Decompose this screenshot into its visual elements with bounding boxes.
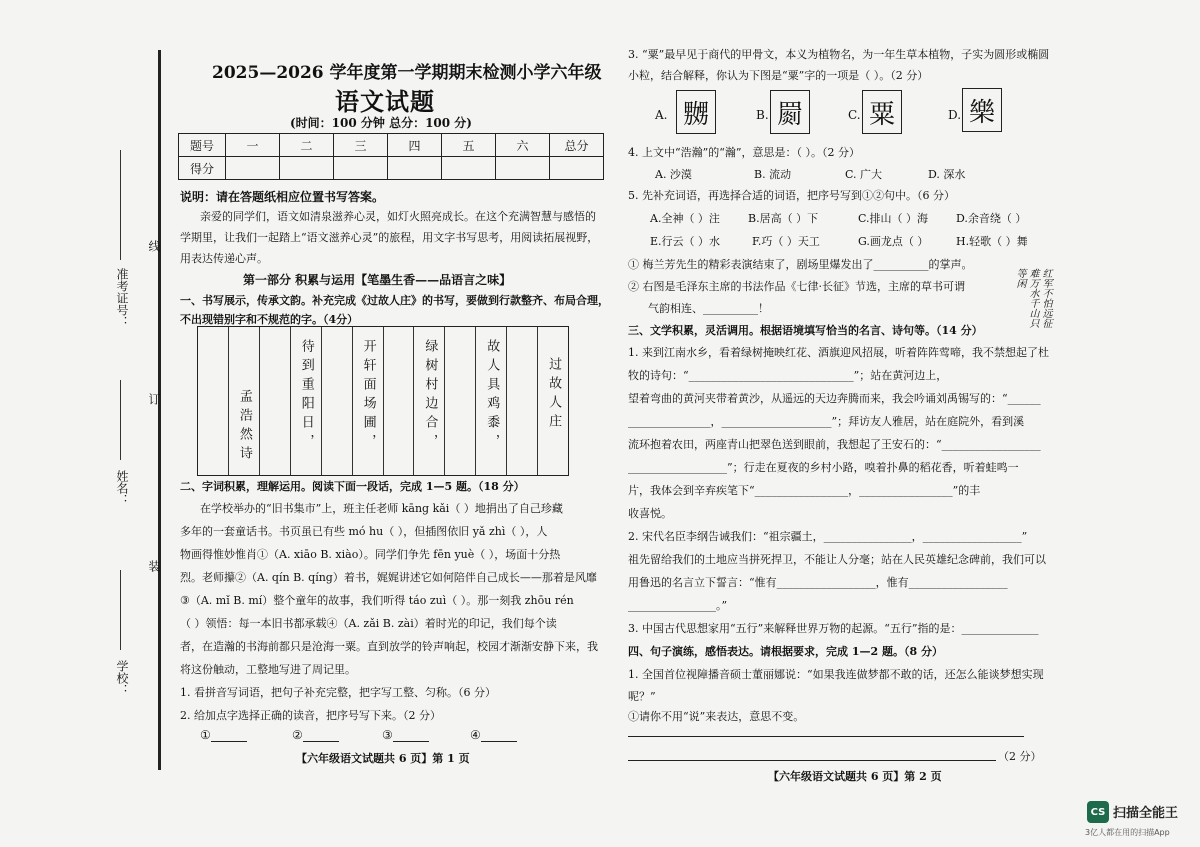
q5-sentence-2: ② 右图是毛泽东主席的书法作品《七律·长征》节选，主席的草书可谓 [628, 280, 965, 293]
writing-column[interactable] [353, 327, 384, 475]
passage-line: 者，在造瀚的书海前都只是沧海一粟。直到放学的铃声响起，校园才渐渐安静下来，我 [180, 640, 598, 653]
q5-item[interactable]: H.轻歌（ ）舞 [956, 235, 1028, 248]
writing-column[interactable] [260, 327, 291, 475]
page1-footer: 【六年级语文试题共 6 页】第 1 页 [296, 752, 470, 765]
score-header-cell: 总分 [550, 134, 604, 157]
passage-line: 在学校举办的“旧书集市”上，班主任老师 kāng kǎi（ ）地捐出了自己珍藏 [200, 502, 563, 515]
q4-text: 4. 上文中“浩瀚”的“瀚”，意思是：（ ）。（2 分） [628, 146, 860, 159]
writing-column[interactable] [507, 327, 538, 475]
q4-option-a[interactable]: A. 沙漠 [655, 168, 692, 181]
passage-line: 将这份触动，工整地写进了周记里。 [180, 663, 356, 676]
poem-line: 开轩面场圃， [360, 339, 376, 453]
seal-glyph-c: 粟 [862, 90, 902, 134]
answer-line[interactable] [628, 760, 996, 761]
passage-line: 多年的一套童话书。书页虽已有些 mó hu（ ），但插图依旧 yǎ zhì（ ），人 [180, 525, 548, 538]
q5-sentence-2b: 气韵相连、__________！ [648, 302, 769, 315]
calligraphy-writing-grid[interactable] [197, 326, 569, 476]
poem-line: 故人具鸡黍， [484, 339, 500, 453]
q3-option-b[interactable]: B. [756, 108, 769, 122]
q3-option-c[interactable]: C. [848, 108, 861, 122]
q4-option-c[interactable]: C. 广大 [845, 168, 883, 181]
score-header-cell: 五 [442, 134, 496, 157]
q1-text: 不出现错别字和不规范的字。（4分） [180, 313, 359, 326]
score-cell[interactable] [388, 157, 442, 180]
q5-item[interactable]: B.居高（ ）下 [748, 212, 819, 225]
answer-blank-4[interactable]: ④ [470, 728, 517, 742]
q6-2-line: 用鲁迅的名言立下誓言：“惟有__________________，惟有__________________ [628, 576, 1008, 589]
page2-footer: 【六年级语文试题共 6 页】第 2 页 [768, 770, 942, 783]
binding-line [158, 50, 161, 770]
answer-blank-2[interactable]: ② [292, 728, 339, 742]
q4-option-d[interactable]: D. 深水 [928, 168, 966, 181]
q6-2-line: ________________。” [628, 599, 728, 612]
writing-column[interactable] [291, 327, 322, 475]
writing-column [538, 327, 568, 475]
answer-line[interactable] [628, 736, 1024, 737]
part1-heading: 第一部分 积累与运用【笔墨生香——品语言之味】 [243, 273, 512, 287]
q7-1-line: 1. 全国首位视障播音硕士董丽娜说：“如果我连做梦都不敢的话，还怎么能谈梦想实现 [628, 668, 1044, 681]
exam-id-label: 准考证号： [115, 268, 129, 328]
writing-column[interactable] [445, 327, 476, 475]
camscanner-logo-icon: CS [1087, 801, 1109, 823]
q4-option-b[interactable]: B. 流动 [754, 168, 792, 181]
school-field [120, 570, 121, 650]
name-label: 姓名： [115, 470, 129, 506]
score-cell[interactable] [496, 157, 550, 180]
writing-column[interactable] [322, 327, 353, 475]
q6-line: 收喜悦。 [628, 507, 672, 520]
q7-score: （2 分） [998, 750, 1042, 763]
score-cell[interactable] [226, 157, 280, 180]
q5-item[interactable]: F.巧（ ）天工 [752, 235, 820, 248]
poem-author: 孟浩然诗 [236, 389, 252, 465]
q6-2-line: 祖先留给我们的土地应当拼死捍卫，不能让人分毫；站在人民英雄纪念碑前，我们可以 [628, 553, 1046, 566]
q7-heading: 四、句子演练，感悟表达。请根据要求，完成 1—2 题。（8 分） [628, 645, 943, 658]
time-info: (时间：100 分钟 总分：100 分) [290, 116, 472, 130]
q3-text: 3. “粟”最早见于商代的甲骨文，本义为植物名，为一年生草本植物，子实为圆形或椭圆 [628, 48, 1050, 61]
score-header-cell: 一 [226, 134, 280, 157]
score-cell[interactable] [550, 157, 604, 180]
exam-id-field [120, 150, 121, 260]
score-row-label: 得分 [179, 157, 226, 180]
poem-line: 绿树村边合， [422, 339, 438, 453]
answer-blank-3[interactable]: ③ [382, 728, 429, 742]
q7-1a-text: ①请你不用“说”来表达，意思不变。 [628, 710, 805, 723]
intro-line: 学期里，让我们一起踏上“语文滋养心灵”的旅程，用文字书写思考，用阅读拓展视野， [180, 231, 599, 244]
q5-item[interactable]: A.全神（ ）注 [650, 212, 720, 225]
q6-line: __________________”；行走在夏夜的乡村小路，嗅着扑鼻的稻花香，听着蛙鸣一 [628, 461, 1019, 474]
poem-line: 待到重阳日， [298, 339, 314, 453]
sub-question-2: 2. 给加点字选择正确的读音，把序号写下来。（2 分） [180, 709, 441, 722]
score-header-cell: 三 [334, 134, 388, 157]
q6-line: 1. 来到江南水乡，看着绿树掩映红花、酒旗迎风招展，听着阵阵莺啼，我不禁想起了杜 [628, 346, 1049, 359]
sub-question-1: 1. 看拼音写词语，把句子补充完整，把字写工整、匀称。（6 分） [180, 686, 496, 699]
seal-glyph-a: 嬲 [676, 90, 716, 134]
q3-option-a[interactable]: A. [655, 108, 668, 122]
score-header-cell: 四 [388, 134, 442, 157]
q5-text: 5. 先补充词语，再选择合适的词语，把序号写到①②句中。（6 分） [628, 189, 955, 202]
writing-column[interactable] [198, 327, 229, 475]
school-label: 学校： [115, 660, 129, 696]
q6-line: 流环抱着农田，两座青山把翠色送到眼前，我想起了王安石的：“__________________ [628, 438, 1041, 451]
q5-item[interactable]: D.余音绕（ ） [956, 212, 1027, 225]
q6-2-line: 2. 宋代名臣李纲告诫我们：“祖宗疆土，________________，__________________” [628, 530, 1028, 543]
seal-glyph-b: 罽 [770, 90, 810, 134]
exam-subject: 语文试题 [335, 87, 435, 116]
q6-heading: 三、文学积累，灵活调用。根据语境填写恰当的名言、诗句等。（14 分） [628, 324, 983, 337]
q5-item[interactable]: C.排山（ ）海 [858, 212, 929, 225]
watermark-tagline: 3亿人都在用的扫描App [1085, 828, 1170, 837]
cut-mark-mount: 装 [147, 560, 161, 572]
instructions-note: 说明：请在答题纸相应位置书写答案。 [180, 190, 385, 204]
q6-line: 望着弯曲的黄河夹带着黄沙，从遥远的天边奔腾而来，我会吟诵刘禹锡写的：“______ [628, 392, 1041, 405]
writing-column[interactable] [476, 327, 507, 475]
q2-heading: 二、字词积累，理解运用。阅读下面一段话，完成 1—5 题。（18 分） [180, 480, 525, 493]
score-cell[interactable] [442, 157, 496, 180]
q6-3-text: 3. 中国古代思想家用“五行”来解释世界万物的起源。“五行”指的是：______________ [628, 622, 1039, 635]
name-field [120, 380, 121, 460]
exam-title: 2025—2026 学年度第一学期期末检测小学六年级 [212, 63, 602, 83]
writing-column [229, 327, 260, 475]
q7-1-line: 呢？” [628, 690, 656, 703]
cut-mark-bind: 订 [147, 393, 161, 405]
q5-sentence-1: ① 梅兰芳先生的精彩表演结束了，剧场里爆发出了__________的掌声。 [628, 258, 973, 271]
passage-line: （ ）领悟：每一本旧书都承载④（A. zǎi B. zài）着时光的印记，我们每个读 [180, 617, 557, 630]
passage-line: ③（A. mǐ B. mí）整个童年的故事，我们听得 táo zuì（ ）。那一刻我 zhōu rén [180, 594, 574, 607]
answer-blank-1[interactable]: ① [200, 728, 247, 742]
q3-option-d[interactable]: D. [948, 108, 962, 122]
score-header-cell: 二 [280, 134, 334, 157]
seal-glyph-d: 樂 [962, 88, 1002, 132]
score-cell[interactable] [280, 157, 334, 180]
intro-line: 亲爱的同学们，语文如清泉滋养心灵，如灯火照亮成长。在这个充满智慧与感悟的 [200, 210, 596, 223]
cut-mark-line: 线 [147, 240, 161, 252]
score-table [178, 133, 604, 180]
q3-text: 小粒，结合解释，你认为下图是“粟”字的一项是（ ）。（2 分） [628, 69, 929, 82]
passage-line: 物画得惟妙惟肖①（A. xiāo B. xiào）。同学们争先 fēn yuè（ ），场面十分热 [180, 548, 561, 561]
q5-item[interactable]: G.画龙点（ ） [858, 235, 929, 248]
writing-column[interactable] [414, 327, 445, 475]
q6-line: _______________，____________________”；拜访友人雅居，站在庭院外，看到溪 [628, 415, 1025, 428]
q6-line: 片，我体会到辛弃疾笔下“_________________，_________________”的丰 [628, 484, 981, 497]
poem-title: 过故人庄 [546, 357, 562, 433]
score-cell[interactable] [334, 157, 388, 180]
intro-line: 用表达传递心声。 [180, 252, 268, 265]
passage-line: 烈。老师攥②（A. qín B. qíng）着书，娓娓讲述它如何陪伴自己成长——那着是风靡 [180, 571, 597, 584]
q6-line: 牧的诗句：“______________________________”；站在黄河边上， [628, 369, 948, 382]
score-header-cell: 题号 [179, 134, 226, 157]
mao-calligraphy-image: 红军不怕远征难万水千山只等闲 [1014, 268, 1051, 328]
writing-column[interactable] [384, 327, 415, 475]
q1-text: 一、书写展示，传承文韵。补充完成《过故人庄》的书写，要做到行款整齐、布局合理， [180, 294, 609, 307]
watermark-brand: 扫描全能王 [1113, 806, 1179, 821]
q5-item[interactable]: E.行云（ ）水 [650, 235, 721, 248]
score-header-cell: 六 [496, 134, 550, 157]
